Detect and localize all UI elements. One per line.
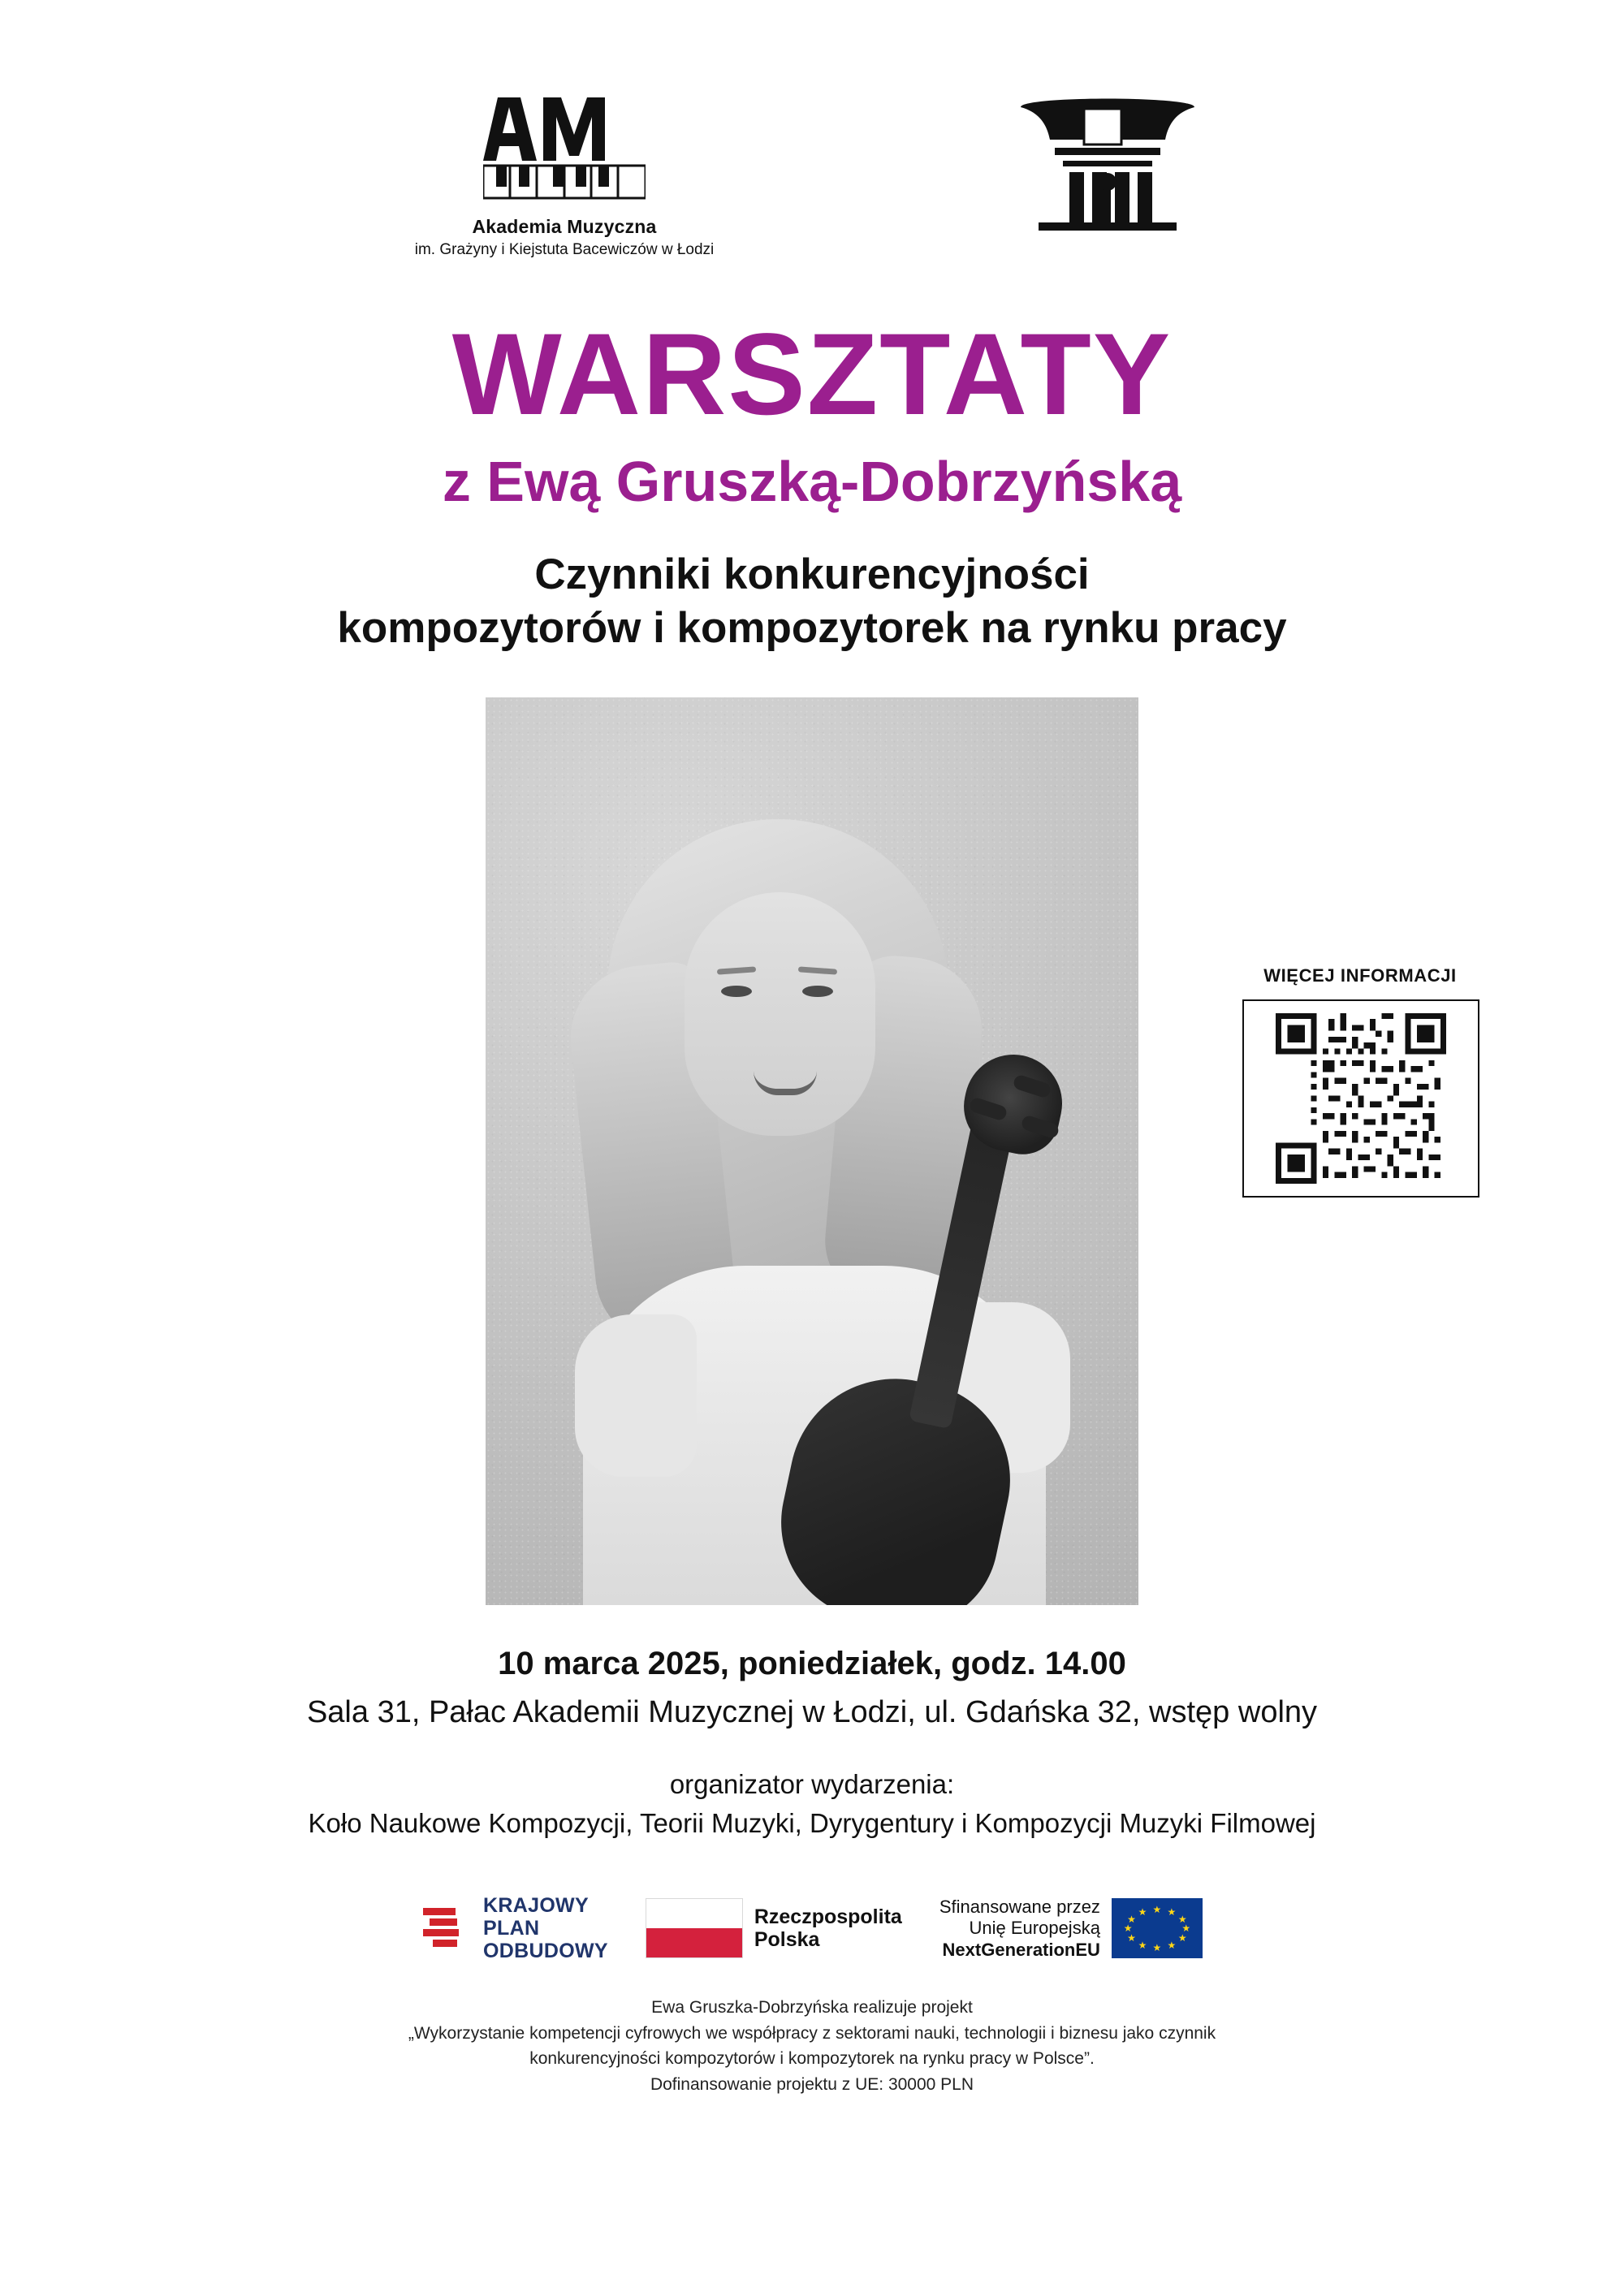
workshop-subject-line-2: kompozytorów i kompozytorek na rynku pracy (337, 604, 1287, 653)
footer-line-1: Ewa Gruszka-Dobrzyńska realizuje projekt (651, 1998, 973, 2018)
photo-face (685, 892, 875, 1136)
republic-text (754, 1905, 902, 1953)
academy-subtitle: im. Grażyny i Kiejstuta Bacewiczów w Łodzi (414, 241, 715, 258)
speaker-photo (486, 697, 1138, 1605)
organizer-label: organizator wydarzenia: (669, 1769, 955, 1800)
eu-funding-logo (939, 1897, 1203, 1961)
event-datetime: 10 marca 2025, poniedziałek, godz. 14.00 (498, 1646, 1126, 1682)
organizer-name: Koło Naukowe Kompozycji, Teorii Muzyki, Dyrygentury i Kompozycji Muzyki Filmowej (308, 1808, 1316, 1839)
media-row (0, 697, 1624, 1605)
footer-note (408, 1995, 1216, 2097)
republic-line-1: Rzeczpospolita (754, 1905, 902, 1928)
workshop-subject-line-1: Czynniki konkurencyjności (534, 550, 1090, 598)
am-monogram-piano-keys-icon (483, 91, 646, 205)
eu-line-1: Sfinansowane przez (939, 1896, 1100, 1917)
kpo-text (483, 1894, 608, 1962)
eu-text (939, 1897, 1100, 1961)
footer-line-2: „Wykorzystanie kompetencji cyfrowych we współpracy z sektorami nauki, technologii i biznesu jako czynnik (408, 2023, 1216, 2043)
kpo-line-3: ODBUDOWY (483, 1940, 608, 1963)
kpo-bars-icon (421, 1905, 472, 1952)
eu-flag-icon: ★ ★ ★ ★ ★ ★ ★ ★ ★ ★ ★ ★ (1112, 1898, 1203, 1958)
kolo-naukowe-emblem-icon (1006, 91, 1209, 237)
funding-logos-row (421, 1894, 1203, 1962)
footer-line-4: Dofinansowanie projektu z UE: 30000 PLN (650, 2074, 974, 2094)
republic-of-poland-logo (646, 1898, 902, 1958)
poland-flag-icon (646, 1898, 743, 1958)
eu-line-2: Unię Europejską (969, 1918, 1100, 1939)
qr-code-icon[interactable] (1276, 1013, 1446, 1184)
kpo-logo (421, 1894, 608, 1962)
academy-name: Akademia Muzyczna (472, 216, 657, 237)
workshop-subject (337, 548, 1286, 656)
republic-line-2: Polska (754, 1928, 820, 1952)
footer-line-3: konkurencyjności kompozytorów i kompozytorek na rynku pracy w Polsce”. (529, 2049, 1095, 2069)
qr-block (1242, 965, 1478, 1198)
logo-row (0, 91, 1624, 259)
photo-sleeve-left (575, 1314, 697, 1477)
academy-logo (415, 91, 715, 259)
event-location: Sala 31, Pałac Akademii Muzycznej w Łodzi, ul. Gdańska 32, wstęp wolny (306, 1695, 1318, 1730)
eu-line-3: NextGenerationEU (942, 1939, 1100, 1960)
page-subtitle: z Ewą Gruszką-Dobrzyńską (442, 449, 1182, 513)
kpo-line-2: PLAN (483, 1917, 540, 1940)
qr-frame[interactable] (1242, 999, 1479, 1198)
qr-caption: WIĘCEJ INFORMACJI (1263, 965, 1457, 986)
kpo-line-1: KRAJOWY (483, 1894, 589, 1918)
page-title: WARSZTATY (451, 310, 1173, 439)
